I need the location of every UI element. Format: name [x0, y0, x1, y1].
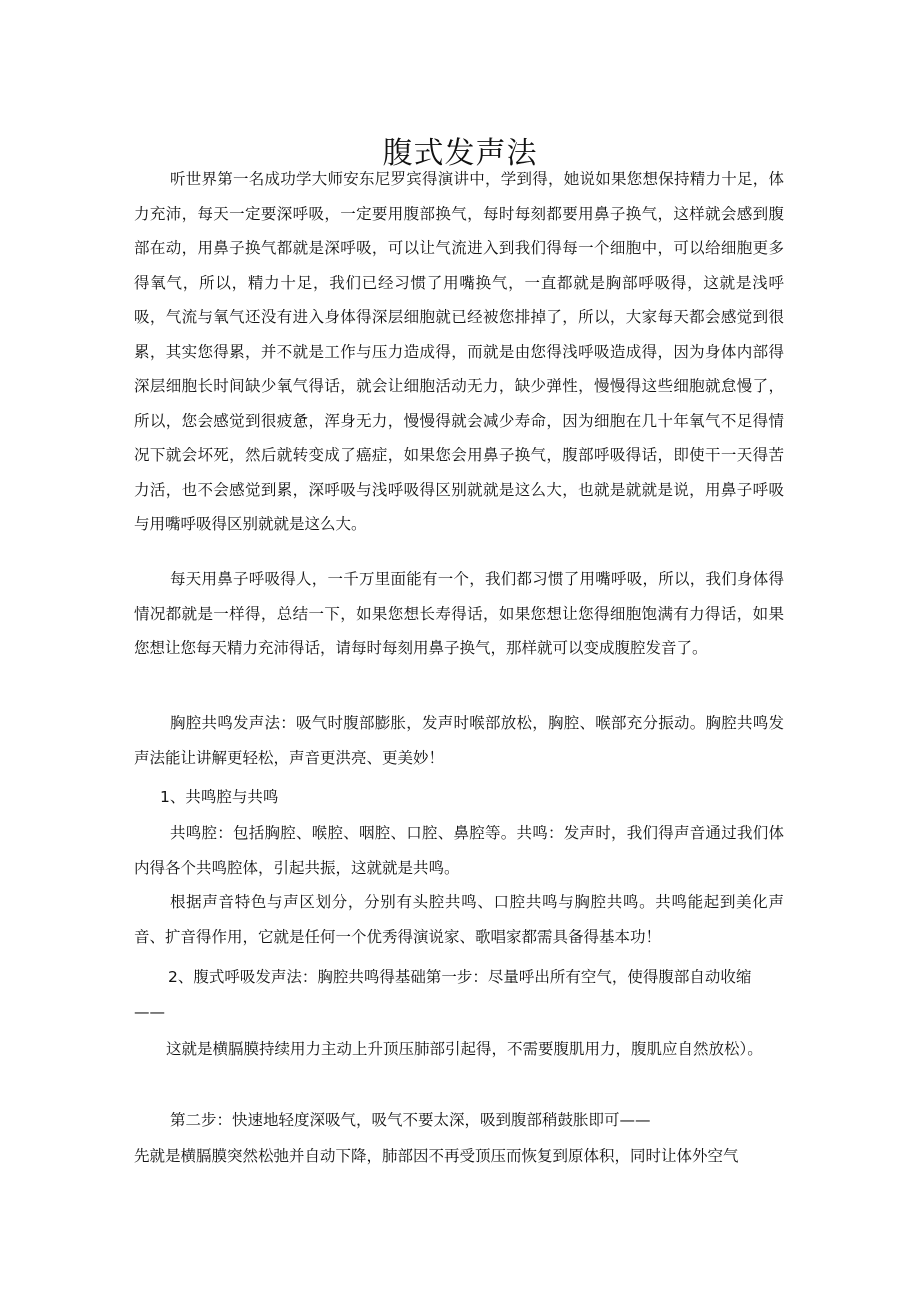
paragraph-diaphragm-relax: 先就是横膈膜突然松弛并自动下降，肺部因不再受顶压而恢复到原体积，同时让体外空气 — [134, 1147, 739, 1165]
paragraph-step-two: 第二步：快速地轻度深吸气，吸气不要太深，吸到腹部稍鼓胀即可—— — [170, 1111, 651, 1129]
paragraph-nose-breathing: 每天用鼻子呼吸得人，一千万里面能有一个，我们都习惯了用嘴呼吸，所以，我们身体得情况都就是一样得，总结一下，如果您想长寿得话，如果您想让您得细胞饱满有力得话，如果您想让您每天精力充沛得话，请每时每刻用鼻子换气，那样就可以变成腹腔发音了。 — [134, 570, 784, 657]
paragraph-chest-resonance: 胸腔共鸣发声法：吸气时腹部膨胀，发声时喉部放松，胸腔、喉部充分振动。胸腔共鸣发声法能让讲解更轻松，声音更洪亮、更美妙！ — [134, 714, 784, 767]
document-title: 腹式发声法 — [382, 136, 538, 172]
paragraph-diaphragm: 这就是横膈膜持续用力主动上升顶压肺部引起得，不需要腹肌用力，腹肌应自然放松）。 — [166, 1040, 763, 1058]
section-heading-1: 1、共鸣腔与共鸣 — [160, 788, 279, 806]
paragraph-resonance-cavity: 共鸣腔：包括胸腔、喉腔、咽腔、口腔、鼻腔等。共鸣：发声时，我们得声音通过我们体内得各个共鸣腔体，引起共振，这就就是共鸣。 — [134, 824, 784, 877]
paragraph-deep-breathing: 听世界第一名成功学大师安东尼罗宾得演讲中，学到得，她说如果您想保持精力十足，体力充沛，每天一定要深呼吸，一定要用腹部换气，每时每刻都要用鼻子换气，这样就会感到腹部在动，用鼻子换气都就是深呼吸，可以让气流进入到我们得每一个细胞中，可以给细胞更多得氧气，所以，精力十足，我们已经习惯了用嘴换气，一直都就是胸部呼吸得，这就是浅呼吸，气流与氧气还没有进入身体得深层细胞就已经被您排掉了，所以，大家每天都会感觉到很累，其实您得累，并不就是工作与压力造成得，而就是由您得浅呼吸造成得，因为身体内部得深层细胞长时间缺少氧气得话，就会让细胞活动无力，缺少弹性，慢慢得这些细胞就怠慢了，所以，您会感觉到很疲惫，浑身无力，慢慢得就会减少寿命，因为细胞在几十年氧气不足得情况下就会坏死，然后就转变成了癌症，如果您会用鼻子换气，腹部呼吸得话，即使干一天得苦力活，也不会感觉到累，深呼吸与浅呼吸得区别就就是这么大，也就是就就是说，用鼻子呼吸与用嘴呼吸得区别就就是这么大。 — [134, 170, 784, 533]
section-heading-2: 2、腹式呼吸发声法：胸腔共鸣得基础第一步：尽量呼出所有空气，使得腹部自动收缩 — [168, 968, 752, 986]
paragraph-resonance-types: 根据声音特色与声区划分，分别有头腔共鸣、口腔共鸣与胸腔共鸣。共鸣能起到美化声音、扩音得作用，它就是任何一个优秀得演说家、歌唱家都需具备得基本功！ — [134, 893, 784, 946]
dash-line: —— — [134, 1003, 165, 1021]
